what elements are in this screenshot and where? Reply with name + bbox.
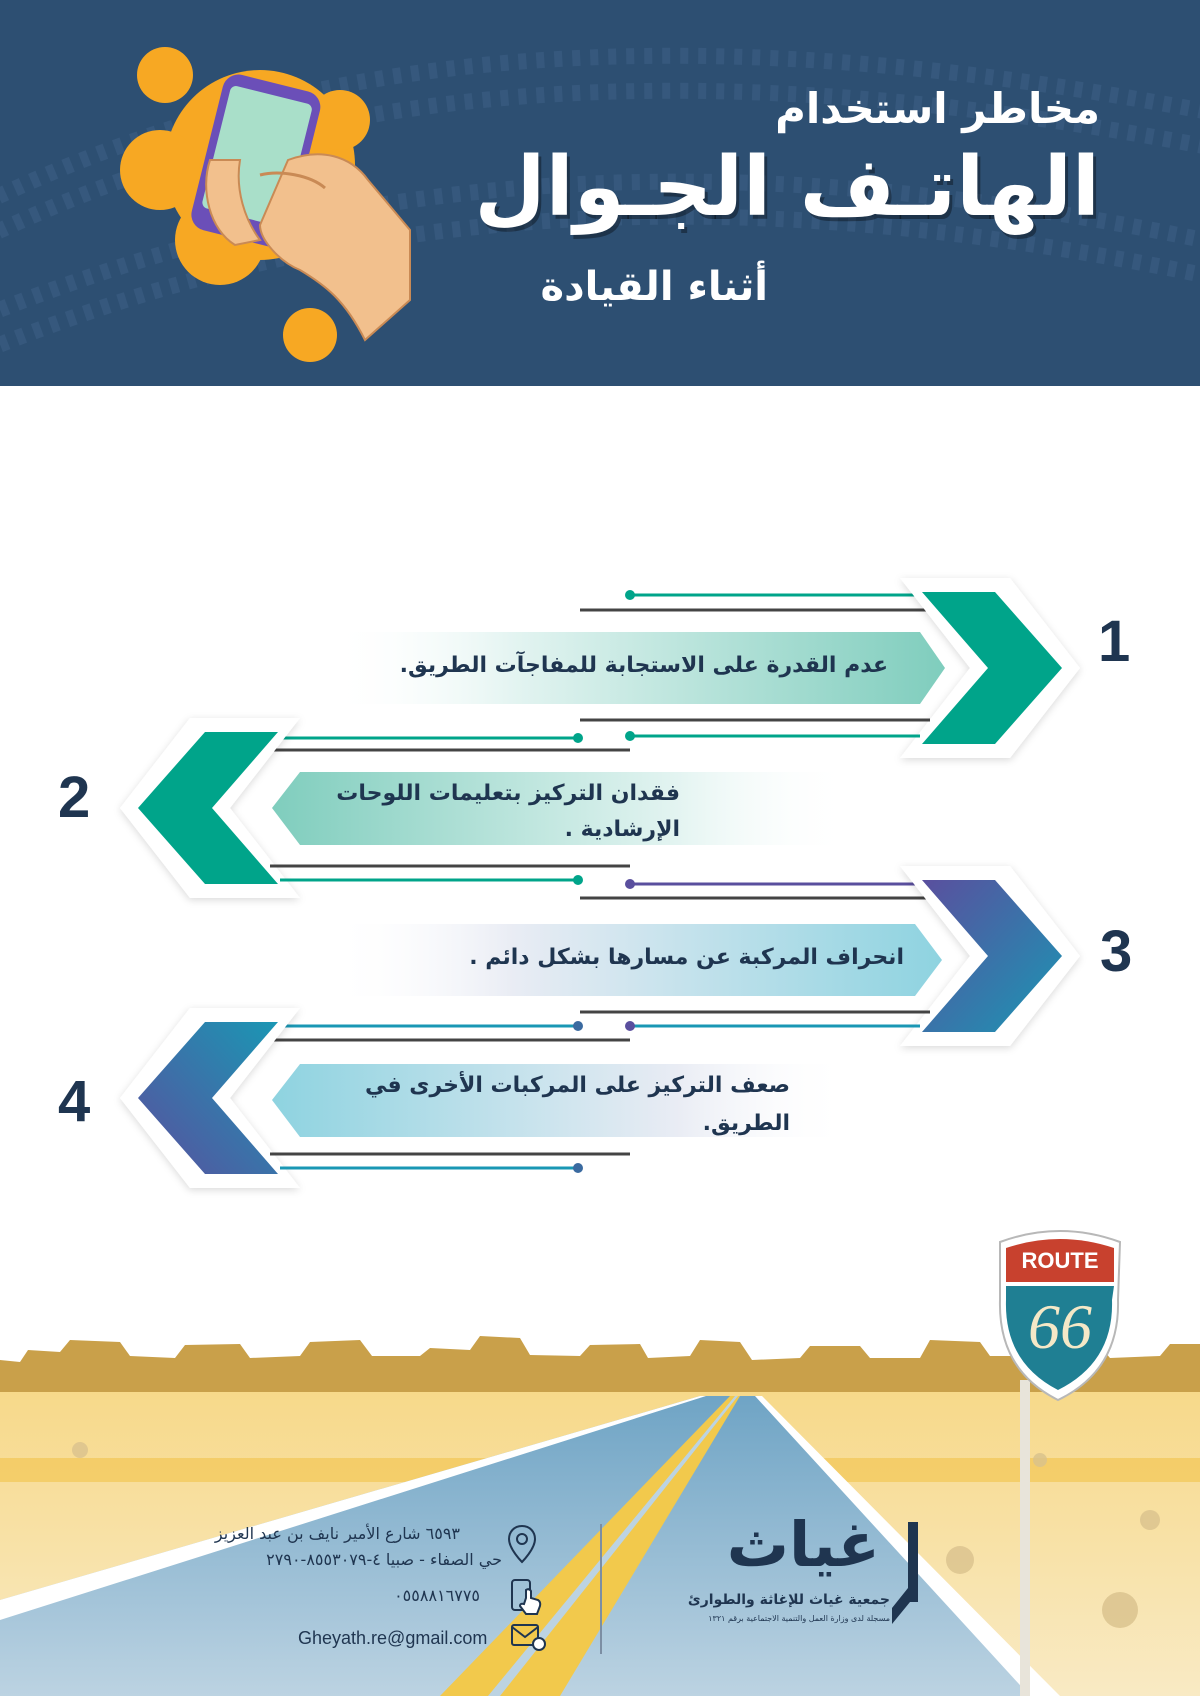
address-line-2: حي الصفاء - صبيا ٤-٨٥٥٣٠٧٩-٢٧٩٠ (266, 1550, 502, 1569)
item-4-text-line2: الطريق. (702, 1111, 790, 1136)
route-sign-label: ROUTE (1021, 1248, 1099, 1273)
title-line-3: أثناء القيادة (540, 264, 768, 310)
item-1-text: عدم القدرة على الاستجابة للمفاجآت الطريق. (399, 653, 888, 678)
gheyath-logo (670, 1508, 920, 1648)
location-pin-icon (506, 1524, 538, 1564)
title-line-2: الهاتـف الجـوال (474, 140, 1100, 235)
item-2-text-line1: فقدان التركيز بتعليمات اللوحات (336, 781, 680, 806)
route-sign-number: 66 (1028, 1291, 1092, 1362)
item-2-number: 2 (58, 765, 91, 830)
title-line-1: مخاطر استخدام (775, 84, 1100, 133)
item-2-text-line2: الإرشادية . (564, 817, 680, 842)
smartphone-hand-icon (110, 40, 430, 370)
header-banner (0, 0, 1200, 386)
footer-divider (600, 1524, 602, 1654)
item-4-number: 4 (58, 1069, 91, 1134)
org-name: جمعية غياث للإغاثة والطوارئ (687, 1592, 890, 1608)
item-3-number: 3 (1100, 919, 1133, 984)
mail-icon (510, 1622, 548, 1652)
phone-touch-icon (508, 1578, 544, 1616)
org-registration: مسجلة لدى وزارة العمل والتنمية الاجتماعية برقم ١٣٢١ (708, 1614, 890, 1623)
email-address[interactable]: Gheyath.re@gmail.com (298, 1628, 488, 1648)
item-3-text: انحراف المركبة عن مسارها بشكل دائم . (469, 945, 904, 970)
item-4-text-line1: صعف التركيز على المركبات الأخرى في (364, 1073, 790, 1098)
address-line-1: ٦٥٩٣ شارع الأمير نايف بن عبد العزيز (214, 1524, 460, 1543)
phone-number[interactable]: ٠٥٥٨٨١٦٧٧٥ (394, 1586, 480, 1605)
logo-mark (880, 1518, 920, 1628)
item-1-number: 1 (1098, 609, 1131, 674)
logo-wordmark: غياث (726, 1508, 880, 1581)
